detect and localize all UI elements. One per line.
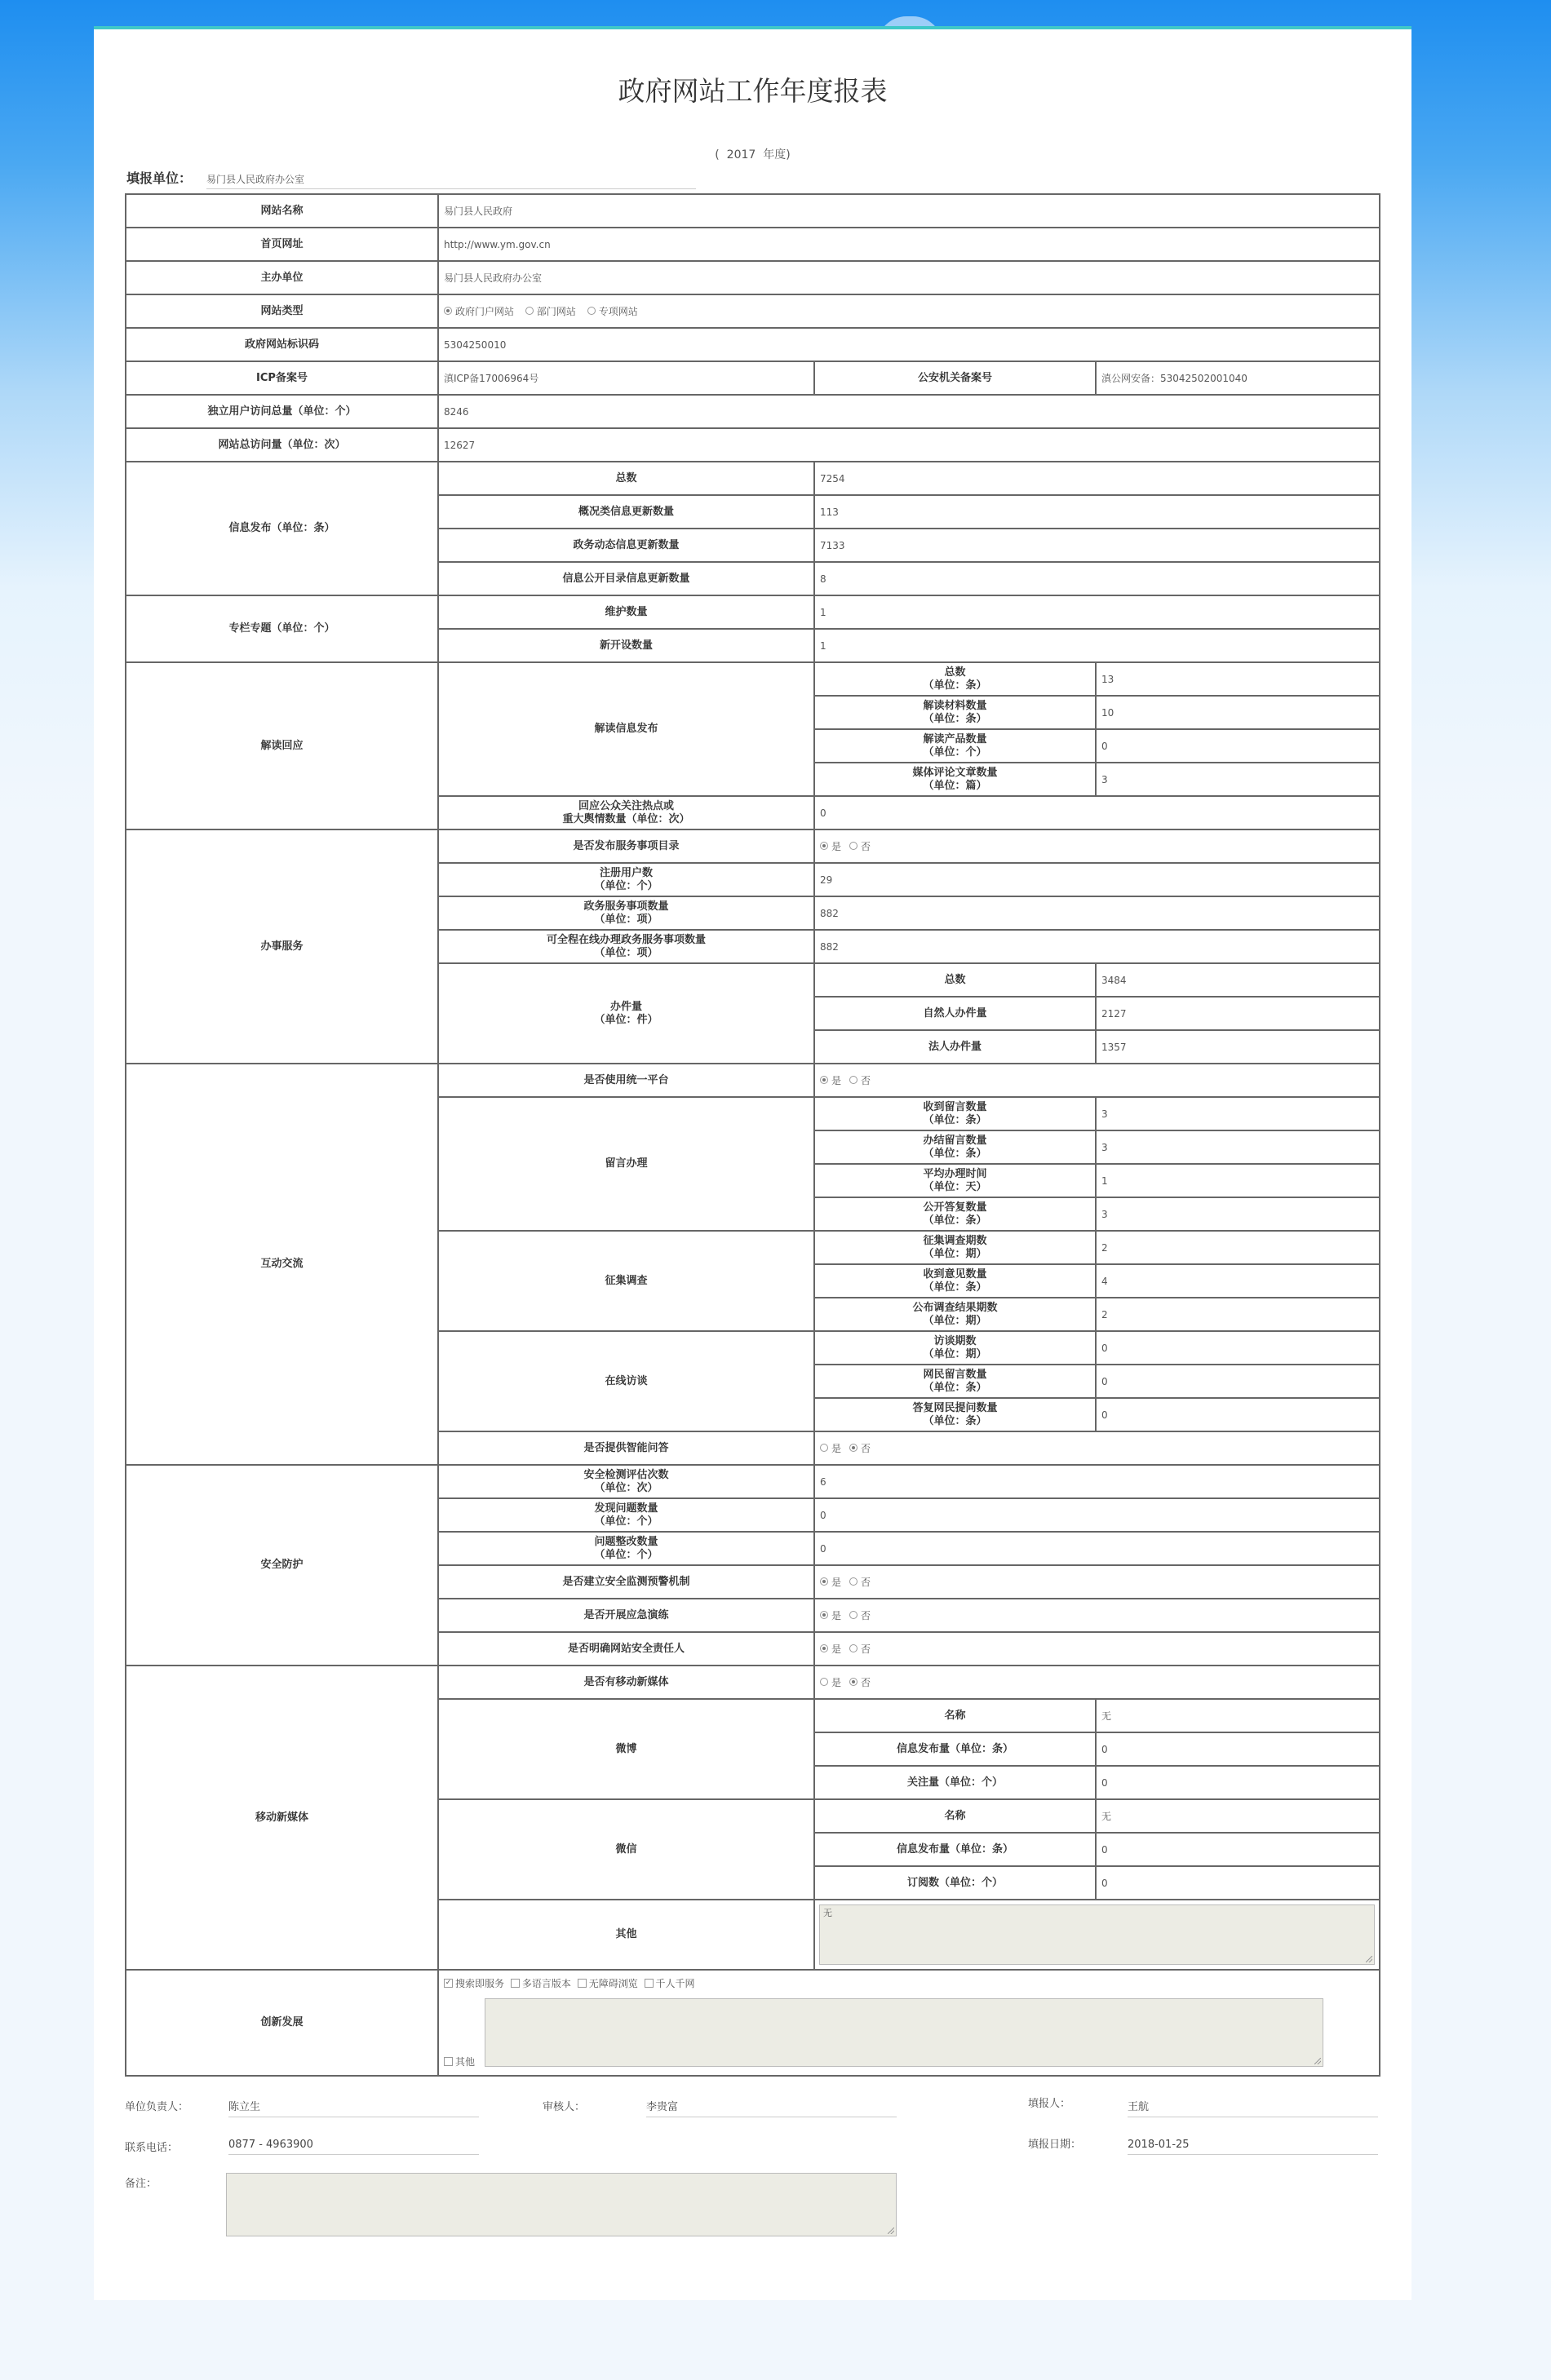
section-info: 信息发布（单位：条）	[126, 462, 438, 595]
wb-follow-value[interactable]: 0	[1096, 1766, 1380, 1799]
legal-value[interactable]: 1357	[1096, 1030, 1380, 1064]
label-cases-total: 总数	[814, 963, 1096, 997]
police-value[interactable]: 滇公网安备：53042502001040	[1096, 361, 1380, 395]
checkbox-accessibility[interactable]: 无障碍浏览	[578, 1978, 638, 1989]
section-column: 专栏专题（单位：个）	[126, 595, 438, 662]
filler-label: 填报人：	[1028, 2098, 1071, 2110]
sv-period-value[interactable]: 2	[1096, 1231, 1380, 1264]
report-form	[94, 26, 1411, 2300]
sec-monitor-radios	[814, 1565, 1380, 1599]
open-dir-value[interactable]: 8	[814, 562, 1380, 595]
reviewer-label: 审核人：	[543, 2101, 586, 2113]
section-interact: 互动交流	[126, 1064, 438, 1465]
radio-no[interactable]: 否	[849, 841, 871, 852]
label-smart-qa: 是否提供智能问答	[438, 1431, 814, 1465]
label-msg-recv: 收到留言数量 （单位：条）	[814, 1097, 1096, 1130]
wb-name-value[interactable]: 无	[1096, 1699, 1380, 1732]
respond-value[interactable]: 0	[814, 796, 1380, 829]
label-police: 公安机关备案号	[814, 361, 1096, 395]
phone-field[interactable]: 0877 - 4963900	[228, 2139, 479, 2155]
reply-value[interactable]: 3	[1096, 1197, 1380, 1231]
interp-prod-value[interactable]: 0	[1096, 729, 1380, 763]
iv-msg-value[interactable]: 0	[1096, 1365, 1380, 1398]
label-open-dir: 信息公开目录信息更新数量	[438, 562, 814, 595]
msg-done-value[interactable]: 3	[1096, 1130, 1380, 1164]
site-id-value[interactable]: 5304250010	[438, 328, 1380, 361]
radio-special[interactable]: 专项网站	[587, 306, 638, 317]
label-news: 政务动态信息更新数量	[438, 529, 814, 562]
radio-yes[interactable]: 是	[820, 1443, 841, 1454]
wx-name-value[interactable]: 无	[1096, 1799, 1380, 1833]
label-svc-items: 政务服务事项数量 （单位：项）	[438, 896, 814, 930]
label-home-url: 首页网址	[126, 228, 438, 261]
natural-value[interactable]: 2127	[1096, 997, 1380, 1030]
radio-no[interactable]: 否	[849, 1577, 871, 1588]
radio-yes[interactable]: 是	[820, 1577, 841, 1588]
msg-recv-value[interactable]: 3	[1096, 1097, 1380, 1130]
wx-pub-value[interactable]: 0	[1096, 1833, 1380, 1866]
avg-value[interactable]: 1	[1096, 1164, 1380, 1197]
radio-no[interactable]: 否	[849, 1443, 871, 1454]
host-value[interactable]: 易门县人民政府办公室	[438, 261, 1380, 294]
radio-portal[interactable]: 政府门户网站	[444, 306, 514, 317]
radio-yes[interactable]: 是	[820, 841, 841, 852]
sec-eval-value[interactable]: 6	[814, 1465, 1380, 1498]
label-site-id: 政府网站标识码	[126, 328, 438, 361]
filler-field[interactable]: 王航	[1128, 2098, 1378, 2117]
note-label: 备注：	[125, 2178, 157, 2190]
checkbox-other[interactable]: 其他	[444, 2055, 475, 2068]
label-survey: 征集调查	[438, 1231, 814, 1331]
uv-value[interactable]: 8246	[438, 395, 1380, 428]
label-pv: 网站总访问量（单位：次）	[126, 428, 438, 462]
svc-items-value[interactable]: 882	[814, 896, 1380, 930]
phone-label: 联系电话：	[125, 2142, 179, 2154]
innovation-other-textarea[interactable]	[485, 1998, 1323, 2067]
label-unified: 是否使用统一平台	[438, 1064, 814, 1097]
label-interp-prod: 解读产品数量 （单位：个）	[814, 729, 1096, 763]
has-mobile-radios	[814, 1666, 1380, 1699]
leader-label: 单位负责人：	[125, 2101, 189, 2113]
checkbox-search[interactable]: ✓ 搜索即服务	[445, 1978, 505, 1989]
label-new-open: 新开设数量	[438, 629, 814, 662]
label-iv-ans: 答复网民提问数量 （单位：条）	[814, 1398, 1096, 1431]
overview-value[interactable]: 113	[814, 495, 1380, 529]
other-textarea[interactable]: 无	[819, 1904, 1375, 1965]
label-site-type: 网站类型	[126, 294, 438, 328]
maintain-value[interactable]: 1	[814, 595, 1380, 629]
label-iv-msg: 网民留言数量 （单位：条）	[814, 1365, 1096, 1398]
label-sec-monitor: 是否建立安全监测预警机制	[438, 1565, 814, 1599]
label-wb-follow: 关注量（单位：个）	[814, 1766, 1096, 1799]
label-sec-found: 发现问题数量 （单位：个）	[438, 1498, 814, 1532]
sec-owner-radios	[814, 1632, 1380, 1666]
online-value[interactable]: 882	[814, 930, 1380, 963]
icp-value[interactable]: 滇ICP备17006964号	[438, 361, 814, 395]
reg-value[interactable]: 29	[814, 863, 1380, 896]
radio-no[interactable]: 否	[849, 1075, 871, 1086]
radio-yes[interactable]: 是	[820, 1610, 841, 1621]
label-reply: 公开答复数量 （单位：条）	[814, 1197, 1096, 1231]
label-sec-eval: 安全检测评估次数 （单位：次）	[438, 1465, 814, 1498]
report-table	[125, 193, 1380, 2077]
label-sec-owner: 是否明确网站安全责任人	[438, 1632, 814, 1666]
label-wx-sub: 订阅数（单位：个）	[814, 1866, 1096, 1900]
radio-yes[interactable]: 是	[820, 1643, 841, 1655]
news-value[interactable]: 7133	[814, 529, 1380, 562]
cases-total-value[interactable]: 3484	[1096, 963, 1380, 997]
label-other: 其他	[438, 1900, 814, 1970]
label-info-total: 总数	[438, 462, 814, 495]
label-svc-catalog: 是否发布服务事项目录	[438, 829, 814, 863]
label-maintain: 维护数量	[438, 595, 814, 629]
label-overview: 概况类信息更新数量	[438, 495, 814, 529]
label-host: 主办单位	[126, 261, 438, 294]
info-total-value[interactable]: 7254	[814, 462, 1380, 495]
iv-period-value[interactable]: 0	[1096, 1331, 1380, 1365]
label-interp-total: 总数 （单位：条）	[814, 662, 1096, 696]
label-has-mobile: 是否有移动新媒体	[438, 1666, 814, 1699]
pv-value[interactable]: 12627	[438, 428, 1380, 462]
label-wx-name: 名称	[814, 1799, 1096, 1833]
label-uv: 独立用户访问总量（单位：个）	[126, 395, 438, 428]
date-label: 填报日期：	[1028, 2139, 1082, 2151]
label-sec-fixed: 问题整改数量 （单位：个）	[438, 1532, 814, 1565]
label-avg: 平均办理时间 （单位：天）	[814, 1164, 1096, 1197]
sv-opin-value[interactable]: 4	[1096, 1264, 1380, 1298]
label-media: 媒体评论文章数量 （单位：篇）	[814, 763, 1096, 796]
section-security: 安全防护	[126, 1465, 438, 1666]
sec-found-value[interactable]: 0	[814, 1498, 1380, 1532]
new-open-value[interactable]: 1	[814, 629, 1380, 662]
label-interview: 在线访谈	[438, 1331, 814, 1431]
sec-fixed-value[interactable]: 0	[814, 1532, 1380, 1565]
label-reg: 注册用户数 （单位：个）	[438, 863, 814, 896]
label-natural: 自然人办件量	[814, 997, 1096, 1030]
label-weibo: 微博	[438, 1699, 814, 1799]
page-title: 政府网站工作年度报表	[618, 75, 888, 107]
unified-radios	[814, 1064, 1380, 1097]
leader-field[interactable]: 陈立生	[228, 2098, 479, 2117]
radio-no[interactable]: 否	[849, 1643, 871, 1655]
interp-mat-value[interactable]: 10	[1096, 696, 1380, 729]
checkbox-personalized[interactable]: 千人千网	[645, 1978, 695, 1989]
radio-yes[interactable]: 是	[820, 1075, 841, 1086]
label-wechat: 微信	[438, 1799, 814, 1900]
filler-unit: 填报单位： 易门县人民政府办公室	[126, 168, 696, 189]
label-sv-period: 征集调查期数 （单位：期）	[814, 1231, 1096, 1264]
radio-department[interactable]: 部门网站	[525, 306, 576, 317]
label-sec-drill: 是否开展应急演练	[438, 1599, 814, 1632]
home-url-value[interactable]: http://www.ym.gov.cn	[438, 228, 1380, 261]
label-interp-pub: 解读信息发布	[438, 662, 814, 796]
radio-no[interactable]: 否	[849, 1610, 871, 1621]
radio-no[interactable]: 否	[849, 1677, 871, 1688]
label-site-name: 网站名称	[126, 194, 438, 228]
sec-drill-radios	[814, 1599, 1380, 1632]
site-name-value[interactable]: 易门县人民政府	[438, 194, 1380, 228]
label-wb-pub: 信息发布量（单位：条）	[814, 1732, 1096, 1766]
reviewer-field[interactable]: 李贵富	[646, 2098, 897, 2117]
wb-pub-value[interactable]: 0	[1096, 1732, 1380, 1766]
label-msg-done: 办结留言数量 （单位：条）	[814, 1130, 1096, 1164]
label-msg: 留言办理	[438, 1097, 814, 1231]
section-interp: 解读回应	[126, 662, 438, 829]
label-wb-name: 名称	[814, 1699, 1096, 1732]
innovation-options	[438, 1970, 1380, 2076]
label-respond: 回应公众关注热点或 重大舆情数量（单位：次）	[438, 796, 814, 829]
label-legal: 法人办件量	[814, 1030, 1096, 1064]
report-year: ( 2017 年度)	[715, 148, 791, 161]
label-wx-pub: 信息发布量（单位：条）	[814, 1833, 1096, 1866]
checkbox-multilang[interactable]: 多语言版本	[511, 1978, 571, 1989]
section-innovation: 创新发展	[126, 1970, 438, 2076]
label-sv-opin: 收到意见数量 （单位：条）	[814, 1264, 1096, 1298]
label-iv-period: 访谈期数 （单位：期）	[814, 1331, 1096, 1365]
iv-ans-value[interactable]: 0	[1096, 1398, 1380, 1431]
site-type-radios	[438, 294, 1380, 328]
label-sv-result: 公布调查结果期数 （单位：期）	[814, 1298, 1096, 1331]
note-textarea[interactable]	[226, 2173, 897, 2236]
filler-unit-value[interactable]: 易门县人民政府办公室	[206, 172, 696, 189]
radio-yes[interactable]: 是	[820, 1677, 841, 1688]
section-mobile: 移动新媒体	[126, 1666, 438, 1970]
section-service: 办事服务	[126, 829, 438, 1064]
label-cases: 办件量 （单位：件）	[438, 963, 814, 1064]
sv-result-value[interactable]: 2	[1096, 1298, 1380, 1331]
label-online: 可全程在线办理政务服务事项数量 （单位：项）	[438, 930, 814, 963]
label-interp-mat: 解读材料数量 （单位：条）	[814, 696, 1096, 729]
svc-catalog-radios	[814, 829, 1380, 863]
smart-qa-radios	[814, 1431, 1380, 1465]
interp-total-value[interactable]: 13	[1096, 662, 1380, 696]
date-field[interactable]: 2018-01-25	[1128, 2139, 1378, 2155]
label-icp: ICP备案号	[126, 361, 438, 395]
media-value[interactable]: 3	[1096, 763, 1380, 796]
wx-sub-value[interactable]: 0	[1096, 1866, 1380, 1900]
